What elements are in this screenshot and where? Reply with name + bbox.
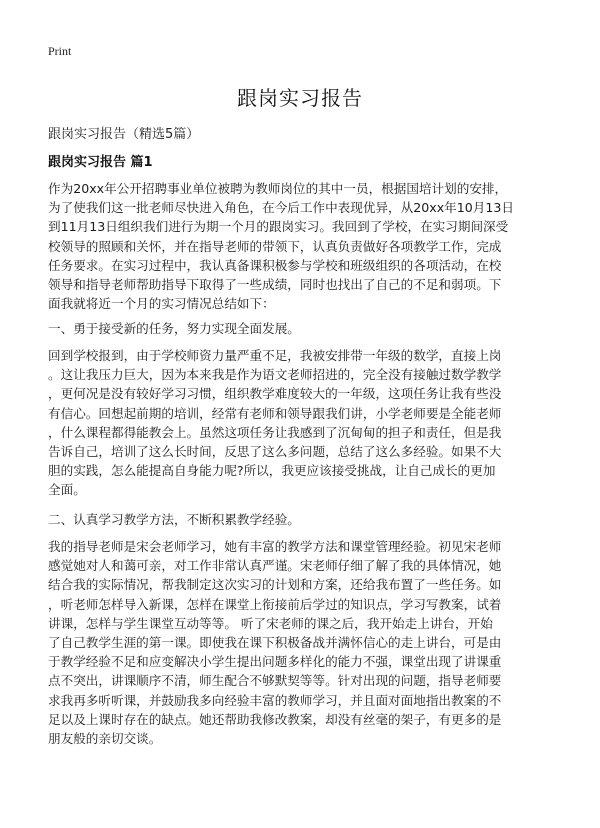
document-subtitle: 跟岗实习报告（精选5篇）	[48, 127, 200, 142]
text-line: 点不突出，讲课顺序不清，师生配合不够默契等等。针对出现的问题，指导老师要	[48, 673, 502, 689]
text-line: ，更何况是没有较好学习习惯，组织教学难度较大的一年级，这项任务让我有些没	[48, 386, 502, 402]
paragraph-three	[48, 537, 568, 748]
text-line: 告诉自己，培训了这么长时间，反思了这么多问题，总结了这么多经验。如果不大	[48, 444, 502, 460]
heading-text: 一、勇于接受新的任务，努力实现全面发展。	[48, 321, 300, 336]
text-line: 胆的实践，怎么能提高自身能力呢?所以，我更应该接受挑战，让自己成长的更加	[48, 463, 496, 479]
text-line: 于教学经验不足和应变解决小学生提出问题多样化的能力不强，课堂出现了讲课重	[48, 654, 502, 670]
paragraph-two	[48, 346, 568, 500]
text-line: 全面。	[48, 482, 86, 498]
text-line: 为了使我们这一批老师尽快进入角色，在今后工作中表现优异，从20xx年10月13日	[48, 200, 514, 216]
text-line: 领导和指导老师帮助指导下取得了一些成绩，同时也找出了自己的不足和弱项。下	[48, 277, 502, 293]
paragraph-intro	[48, 179, 568, 313]
text-line: ，什么课程都得能教会上。虽然这项任务让我感到了沉甸甸的担子和责任，但是我	[48, 424, 502, 440]
text-line: 感觉她对人和蔼可亲，对工作非常认真严谨。宋老师仔细了解了我的具体情况，她	[48, 558, 502, 574]
text-line: 足以及上课时存在的缺点。她还帮助我修改教案，却没有丝毫的架子，有更多的是	[48, 711, 502, 727]
text-line: 讲课，怎样与学生课堂互动等等。 听了宋老师的课之后，我开始走上讲台，开始	[48, 615, 493, 631]
text-line: 面我就将近一个月的实习情况总结如下：	[48, 296, 275, 312]
text-line: ，听老师怎样导入新课，怎样在课堂上衔接前后学过的知识点，学习写教案，试着	[48, 596, 502, 612]
text-line: 朋友般的亲切交谈。	[48, 731, 162, 747]
text-line: 结合我的实际情况，帮我制定这次实习的计划和方案，还给我布置了一些任务。如	[48, 577, 502, 593]
heading-one	[48, 319, 568, 338]
text-line: 回到学校报到，由于学校师资力量严重不足，我被安排带一年级的数学，直接上岗	[48, 348, 502, 363]
text-line: 。这让我压力巨大，因为本来我是作为语文老师招进的，完全没有接触过数学教学	[48, 367, 502, 383]
text-line: 校领导的照顾和关怀，并在指导老师的带领下，认真负责做好各项教学工作，完成	[48, 238, 502, 254]
text-line: 了自己教学生涯的第一课。即使我在课下积极备战并满怀信心的走上讲台，可是由	[48, 635, 502, 651]
text-line: 求我再多听听课，并鼓励我多向经验丰富的教师学习，并且面对面地指出教案的不	[48, 692, 502, 708]
heading-text: 二、认真学习教学方法，不断积累教学经验。	[48, 512, 300, 527]
heading-two	[48, 510, 568, 529]
print-label[interactable]: Print	[48, 44, 72, 58]
text-line: 任务要求。在实习过程中，我认真备课积极参与学校和班级组织的各项活动，在校	[48, 257, 502, 273]
document-title: 跟岗实习报告	[237, 86, 363, 110]
text-line: 我的指导老师是宋会老师学习，她有丰富的教学方法和课堂管理经验。初见宋老师	[48, 539, 502, 554]
section-title: 跟岗实习报告 篇1	[48, 155, 153, 170]
text-line: 到11月13日组织我们进行为期一个月的跟岗实习。我回到了学校，在实习期间深受	[48, 219, 509, 235]
text-line: 有信心。回想起前期的培训，经常有老师和领导跟我们讲，小学老师要是全能老师	[48, 405, 502, 421]
text-line: 作为20xx年公开招聘事业单位被聘为教师岗位的其中一员，根据国培计划的安排，	[48, 181, 508, 196]
